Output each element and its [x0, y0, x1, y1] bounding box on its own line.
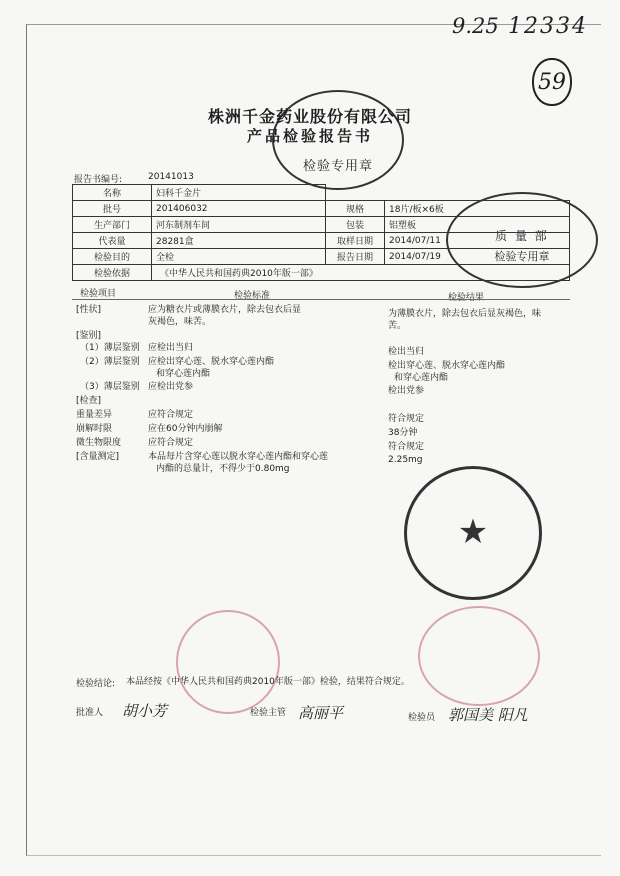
item-standard-cont: 灰褐色，味苦。 — [148, 317, 212, 327]
inspector-label: 检验员 — [408, 713, 436, 723]
dept-value: 河东制剂车间 — [152, 217, 326, 233]
sample-date-value: 2014/07/11 — [385, 233, 570, 249]
item-standard: 应为糖衣片或薄膜衣片，除去包衣后显 — [148, 305, 302, 315]
info-table — [72, 184, 570, 281]
handwritten-number: 12334 — [508, 14, 588, 39]
supervisor-label: 检验主管 — [250, 708, 287, 718]
stamp-right-text-2: 检验专用章 — [494, 249, 550, 263]
column-item-header: 检验项目 — [80, 289, 117, 299]
sample-value: 28281盒 — [152, 233, 326, 249]
info-row-sample — [73, 233, 570, 249]
info-row-name — [73, 185, 570, 201]
report-date-label: 报告日期 — [326, 249, 385, 265]
item-standard-cont: 和穿心莲内酯 — [156, 369, 211, 379]
item-result: 为薄膜衣片，除去包衣后显灰褐色，味 — [388, 309, 542, 319]
column-standard-header: 检验标准 — [234, 291, 271, 301]
item-standard: 应在60分钟内崩解 — [148, 424, 223, 434]
item-result: 2.25mg — [388, 455, 423, 465]
supervisor-signature: 高丽平 — [298, 704, 344, 722]
item-name: [含量测定] — [76, 452, 120, 462]
report-number-value: 20141013 — [148, 172, 194, 182]
item-result: 检出穿心莲、脱水穿心莲内酯 — [388, 361, 506, 371]
item-name: [性状] — [76, 305, 102, 315]
column-result-header: 检验结果 — [448, 293, 485, 303]
basis-label: 检验依据 — [73, 265, 152, 281]
name-value: 妇科千金片 — [152, 185, 326, 201]
item-standard: 本品每片含穿心莲以脱水穿心莲内酯和穿心莲 — [148, 452, 329, 462]
batch-value: 201406032 — [152, 201, 326, 217]
item-standard: 应符合规定 — [148, 410, 194, 420]
item-name: 微生物限度 — [76, 438, 122, 448]
item-result: 检出党参 — [388, 386, 425, 396]
item-standard: 应检出党参 — [148, 382, 194, 392]
star-icon: ★ — [457, 512, 489, 552]
item-name: 崩解时限 — [76, 424, 113, 434]
item-result-cont: 和穿心莲内酯 — [394, 373, 449, 383]
item-result: 检出当归 — [388, 347, 425, 357]
item-name: （1）薄层鉴别 — [80, 343, 140, 353]
sample-date-label: 取样日期 — [326, 233, 385, 249]
document-title: 产品检验报告书 — [246, 127, 373, 145]
sample-label: 代表量 — [73, 233, 152, 249]
conclusion-label: 检验结论: — [76, 679, 116, 689]
faded-seal-left — [176, 610, 280, 714]
items-divider — [72, 299, 570, 300]
dept-label: 生产部门 — [73, 217, 152, 233]
item-standard: 应符合规定 — [148, 438, 194, 448]
item-name: [鉴别] — [76, 331, 102, 341]
spec-value: 18片/板×6板 — [385, 201, 570, 217]
basis-value: 《中华人民共和国药典2010年版一部》 — [152, 265, 570, 281]
conclusion-text: 本品经按《中华人民共和国药典2010年版一部》检验，结果符合规定。 — [126, 677, 410, 687]
company-name: 株洲千金药业股份有限公司 — [207, 107, 412, 126]
item-standard: 应检出当归 — [148, 343, 194, 353]
batch-label: 批号 — [73, 201, 152, 217]
approver-label: 批准人 — [76, 708, 104, 718]
item-name: [检查] — [76, 396, 102, 406]
stamp-top-text: 检验专用章 — [302, 158, 373, 174]
purpose-value: 全检 — [152, 249, 326, 265]
inspector-signature: 郭国美 阳凡 — [448, 706, 528, 724]
handwritten-date: 9.25 — [452, 14, 499, 38]
item-name: （3）薄层鉴别 — [80, 382, 140, 392]
report-number-label: 报告书编号: — [74, 175, 123, 185]
item-result-cont: 苦。 — [388, 321, 407, 331]
item-standard: 应检出穿心莲、脱水穿心莲内酯 — [148, 357, 275, 367]
item-result: 符合规定 — [388, 414, 425, 424]
item-standard-cont: 内酯的总量计，不得少于0.80mg — [156, 464, 290, 474]
item-result: 符合规定 — [388, 442, 425, 452]
info-row-basis — [73, 265, 570, 281]
package-label: 包装 — [326, 217, 385, 233]
official-seal-stamp — [404, 466, 542, 600]
name-label: 名称 — [73, 185, 152, 201]
info-row-dept — [73, 217, 570, 233]
stamp-right-text-1: 质 量 部 — [495, 228, 549, 243]
item-name: （2）薄层鉴别 — [80, 357, 140, 367]
purpose-label: 检验目的 — [73, 249, 152, 265]
package-value: 铝塑板 — [385, 217, 570, 233]
approver-signature: 胡小芳 — [122, 702, 168, 720]
faded-seal-right — [418, 606, 540, 706]
info-row-batch — [73, 201, 570, 217]
report-date-value: 2014/07/19 — [385, 249, 570, 265]
handwritten-circle — [532, 58, 572, 106]
handwritten-circled-number: 59 — [538, 69, 566, 95]
spec-label: 规格 — [326, 201, 385, 217]
item-result: 38分钟 — [388, 428, 418, 438]
item-name: 重量差异 — [76, 410, 113, 420]
info-row-purpose — [73, 249, 570, 265]
